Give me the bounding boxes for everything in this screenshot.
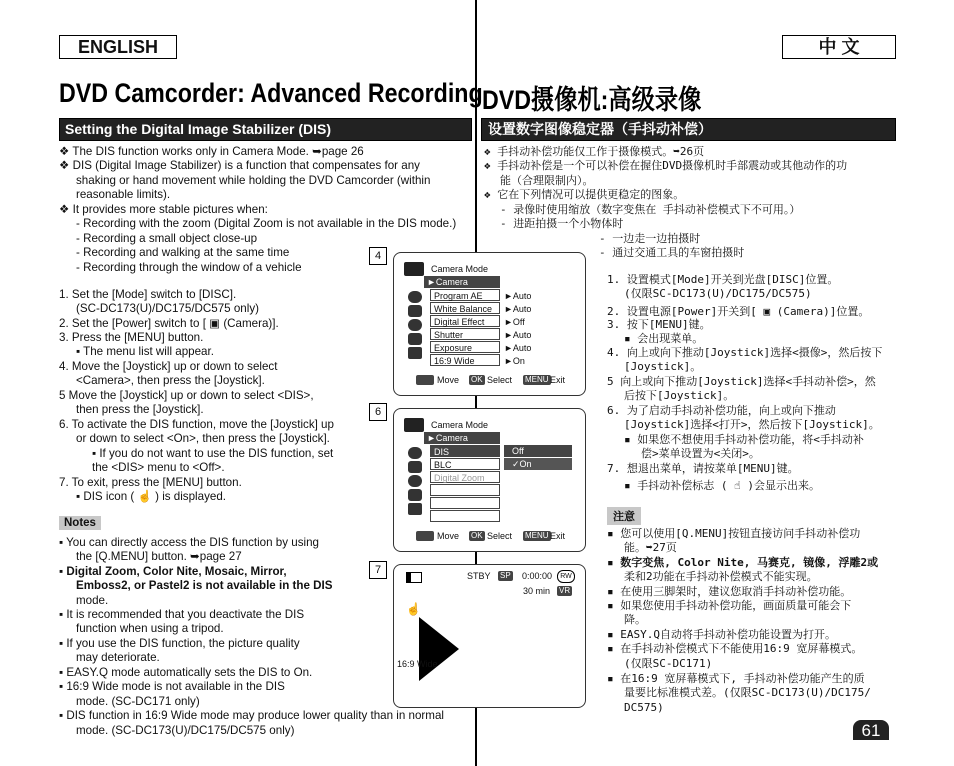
wide-label: 16:9 Wide (397, 659, 438, 669)
en-line: then press the [Joystick]. (76, 403, 204, 416)
footer-move: Move (437, 375, 460, 385)
cn-line: 3. 按下[MENU]键。 (607, 318, 711, 331)
notes-label: Notes (59, 516, 101, 530)
option-off[interactable]: Off (512, 446, 524, 456)
en-line: 7. To exit, press the [MENU] button. (59, 476, 242, 489)
cn-line: - 通过交通工具的车窗拍摄时 (599, 246, 745, 259)
menu-value: ►Auto (504, 343, 532, 353)
cn-line: ❖ 手抖动补偿是一个可以补偿在握住DVD摄像机时手部震动或其他动作的功 (484, 159, 848, 172)
cn-note-line: 量要比标准模式差。(仅限SC-DC173(U)/DC175/ (624, 686, 871, 699)
joystick-icon (416, 375, 434, 385)
menu-item-exposure[interactable]: Exposure (430, 341, 500, 353)
menu-value: ►Off (504, 317, 525, 327)
joystick-icon (416, 531, 434, 541)
menu-item-shutter[interactable]: Shutter (430, 328, 500, 340)
en-line: 3. Press the [MENU] button. (59, 331, 204, 344)
cn-line: 1. 设置模式[Mode]开关到光盘[DISC]位置。 (607, 273, 839, 286)
menu-header: Camera Mode (431, 264, 489, 274)
cn-note-line: DC575) (624, 701, 664, 714)
icon-3 (408, 475, 422, 487)
cn-line: ▪ 手抖动补偿标志 ( ☝ )会显示出来。 (624, 479, 820, 492)
menu-tab-selected: ►Camera (427, 433, 468, 443)
cn-note-line: ▪ EASY.Q自动将手抖动补偿功能设置为打开。 (607, 628, 836, 641)
cn-line: ▪ 会出现菜单。 (624, 332, 704, 345)
footer-move: Move (437, 531, 460, 541)
menu-value: ►Auto (504, 330, 532, 340)
en-line: shaking or hand movement while holding the DVD Camcorder (within (76, 174, 431, 187)
menu-list (430, 289, 502, 369)
menu-item-blc[interactable]: BLC (430, 458, 500, 470)
en-line: (SC-DC173(U)/DC175/DC575 only) (76, 302, 259, 315)
cn-line: ❖ 它在下列情况可以提供更稳定的图象。 (484, 188, 685, 201)
en-line: <Camera>, then press the [Joystick]. (76, 374, 265, 387)
en-line: - Recording a small object close-up (76, 232, 258, 245)
page-title-en: DVD Camcorder: Advanced Recording (59, 78, 483, 108)
cn-line: 能（合理限制内）。 (500, 174, 594, 187)
step-number-4: 4 (369, 247, 387, 265)
en-line: ▪ DIS icon ( ☝ ) is displayed. (76, 490, 226, 503)
menu-screen-4 (393, 252, 586, 396)
section-title-cn: 设置数字图像稳定器（手抖动补偿） (488, 121, 712, 137)
gear-icon (408, 503, 422, 515)
note-line: ▪ You can directly access the DIS function by using (59, 536, 319, 549)
menu-value: ►Auto (504, 291, 532, 301)
step-number-7: 7 (369, 561, 387, 579)
icon-4 (408, 489, 422, 501)
cn-note-line: ▪ 在16:9 宽屏幕模式下, 手抖动补偿功能产生的质 (607, 672, 865, 685)
cn-note-line: (仅限SC-DC171) (624, 657, 713, 670)
cn-line: - 一边走一边拍摄时 (599, 232, 701, 245)
icon-2 (408, 305, 422, 317)
en-line: - Recording and walking at the same time (76, 246, 290, 259)
note-line: ▪ EASY.Q mode automatically sets the DIS to On. (59, 666, 313, 679)
cn-notes-label: 注意 (607, 507, 641, 525)
en-line: 5 Move the [Joystick] up or down to select <DIS>, (59, 389, 314, 402)
menu-item-digital-effect[interactable]: Digital Effect (430, 315, 500, 327)
dis-hand-icon: ☝ (406, 602, 421, 616)
gear-icon (408, 347, 422, 359)
menu-item-16-9-wide[interactable]: 16:9 Wide (430, 354, 500, 366)
note-line: mode. (76, 594, 109, 607)
cn-line: ❖ 手抖动补偿功能仅工作于摄像模式。➥26页 (484, 145, 705, 158)
menu-tab-selected: ►Camera (427, 277, 468, 287)
section-title-en: Setting the Digital Image Stabilizer (DIS) (65, 121, 332, 137)
en-line: ▪ If you do not want to use the DIS function, set (92, 447, 334, 460)
footer-exit: Exit (550, 375, 566, 385)
note-line: ▪ It is recommended that you deactivate the DIS (59, 608, 305, 621)
camera-mode-icon (404, 262, 424, 276)
icon-3 (408, 319, 422, 331)
page-title-cn: DVD摄像机:高级录像 (482, 85, 702, 115)
cn-note-line: ▪ 在手抖动补偿模式下不能使用16:9 宽屏幕模式。 (607, 642, 863, 655)
en-line: ❖ The DIS function works only in Camera Mode. ➥page 26 (59, 145, 364, 158)
note-line: the [Q.MENU] button. ➥page 27 (76, 550, 242, 563)
vr-badge: VR (559, 586, 571, 595)
en-line: 6. To activate the DIS function, move the [Joystick] up (59, 418, 334, 431)
cn-line: [Joystick]。 (624, 360, 702, 373)
menu-badge: MENU (525, 531, 549, 540)
cn-note-line: ▪ 数字变焦, Color Nite, 马赛克, 镜像, 浮雕2或 (607, 556, 879, 569)
cn-line: 7. 想退出菜单，请按菜单[MENU]键。 (607, 462, 799, 475)
menu-item-blank (430, 510, 500, 522)
cn-line: 后按下[Joystick]。 (624, 389, 735, 402)
cn-note-line: ▪ 如果您使用手抖动补偿功能，画面质量可能会下 (607, 599, 852, 612)
cn-line: [Joystick]选择<打开>，然后按下[Joystick]。 (624, 418, 880, 431)
en-line: 4. Move the [Joystick] up or down to select (59, 360, 278, 373)
cn-line: 5 向上或向下推动[Joystick]选择<手抖动补偿>，然 (607, 375, 876, 388)
menu-item-program-ae[interactable]: Program AE (430, 289, 500, 301)
note-line: may deteriorate. (76, 651, 160, 664)
menu-item-blank (430, 497, 500, 509)
icon-1 (408, 291, 422, 303)
menu-value: ►Auto (504, 304, 532, 314)
cn-line: - 录像时使用缩放（数字变焦在 手抖动补偿模式下不可用。） (500, 203, 801, 216)
icon-4 (408, 333, 422, 345)
en-line: ▪ The menu list will appear. (76, 345, 214, 358)
note-line: ▪ 16:9 Wide mode is not available in the DIS (59, 680, 285, 693)
play-triangle-icon (419, 617, 461, 681)
menu-item-dis[interactable]: DIS (430, 445, 500, 457)
footer-select: Select (487, 375, 513, 385)
cn-line: 6. 为了启动手抖动补偿功能，向上或向下推动 (607, 404, 836, 417)
cn-line: (仅限SC-DC173(U)/DC175/DC575) (624, 287, 812, 300)
viewfinder-screen-7 (393, 564, 586, 708)
cn-note-line: ▪ 在使用三脚架时，建议您取消手抖动补偿功能。 (607, 585, 852, 598)
footer-select: Select (487, 531, 513, 541)
note-line: ▪ Digital Zoom, Color Nite, Mosaic, Mirror, (59, 565, 287, 578)
en-line: 1. Set the [Mode] switch to [DISC]. (59, 288, 237, 301)
en-line: - Recording with the zoom (Digital Zoom is not available in the DIS mode.) (76, 217, 457, 230)
menu-header: Camera Mode (431, 420, 489, 430)
camera-mode-icon (404, 418, 424, 432)
ok-badge: OK (471, 375, 483, 384)
menu-badge: MENU (525, 375, 549, 384)
cn-line: 4. 向上或向下推动[Joystick]选择<摄像>，然后按下 (607, 346, 883, 359)
note-line: Emboss2, or Pastel2 is not available in the DIS (76, 579, 333, 592)
cn-line: 2. 设置电源[Power]开关到[ ▣ (Camera)]位置。 (607, 305, 870, 318)
cn-note-line: 降。 (624, 613, 646, 626)
en-line: - Recording through the window of a vehicle (76, 261, 302, 274)
cn-line: 偿>菜单设置为<关闭>。 (641, 447, 760, 460)
cn-note-line: 柔和2功能在手抖动补偿模式不能实现。 (624, 570, 818, 583)
icon-2 (408, 461, 422, 473)
menu-screen-6 (393, 408, 586, 552)
menu-item-digital-zoom[interactable]: Digital Zoom (430, 471, 500, 483)
cn-line: ▪ 如果您不想使用手抖动补偿功能，将<手抖动补 (624, 433, 864, 446)
cn-line: - 进距拍摄一个小物体时 (500, 217, 624, 230)
en-line: ❖ DIS (Digital Image Stabilizer) is a function that compensates for any (59, 159, 420, 172)
note-line: mode. (SC-DC173(U)/DC175/DC575 only) (76, 724, 295, 737)
cn-note-line: ▪ 您可以使用[Q.MENU]按钮直接访问手抖动补偿功 (607, 527, 861, 540)
note-line: ▪ If you use the DIS function, the picture quality (59, 637, 300, 650)
menu-list (430, 445, 502, 525)
note-line: mode. (SC-DC171 only) (76, 695, 200, 708)
chinese-label: 中 文 (782, 35, 896, 59)
en-line: reasonable limits). (76, 188, 171, 201)
ok-badge: OK (471, 531, 483, 540)
note-line: function when using a tripod. (76, 622, 224, 635)
english-label: ENGLISH (59, 35, 177, 59)
en-line: 2. Set the [Power] switch to [ ▣ (Camera)]. (59, 317, 279, 330)
en-line: or down to select <On>, then press the [Joystick]. (76, 432, 330, 445)
battery-icon (406, 572, 422, 583)
time-counter: 0:00:00 (522, 571, 553, 581)
remaining-time: 30 min (523, 586, 551, 596)
en-line: the <DIS> menu to <Off>. (92, 461, 225, 474)
option-on[interactable]: ✓On (512, 459, 532, 469)
cn-note-line: 能。➥27页 (624, 541, 677, 554)
menu-value: ►On (504, 356, 525, 366)
note-line: ▪ DIS function in 16:9 Wide mode may produce lower quality than in normal (59, 709, 444, 722)
icon-1 (408, 447, 422, 459)
page-number: 61 (853, 720, 889, 740)
stby-label: STBY (467, 571, 491, 581)
sp-badge: SP (500, 571, 511, 580)
footer-exit: Exit (550, 531, 566, 541)
step-number-6: 6 (369, 403, 387, 421)
en-line: ❖ It provides more stable pictures when: (59, 203, 268, 216)
rw-disc-icon: RW (557, 570, 575, 583)
menu-item-blank (430, 484, 500, 496)
menu-item-white-balance[interactable]: White Balance (430, 302, 500, 314)
